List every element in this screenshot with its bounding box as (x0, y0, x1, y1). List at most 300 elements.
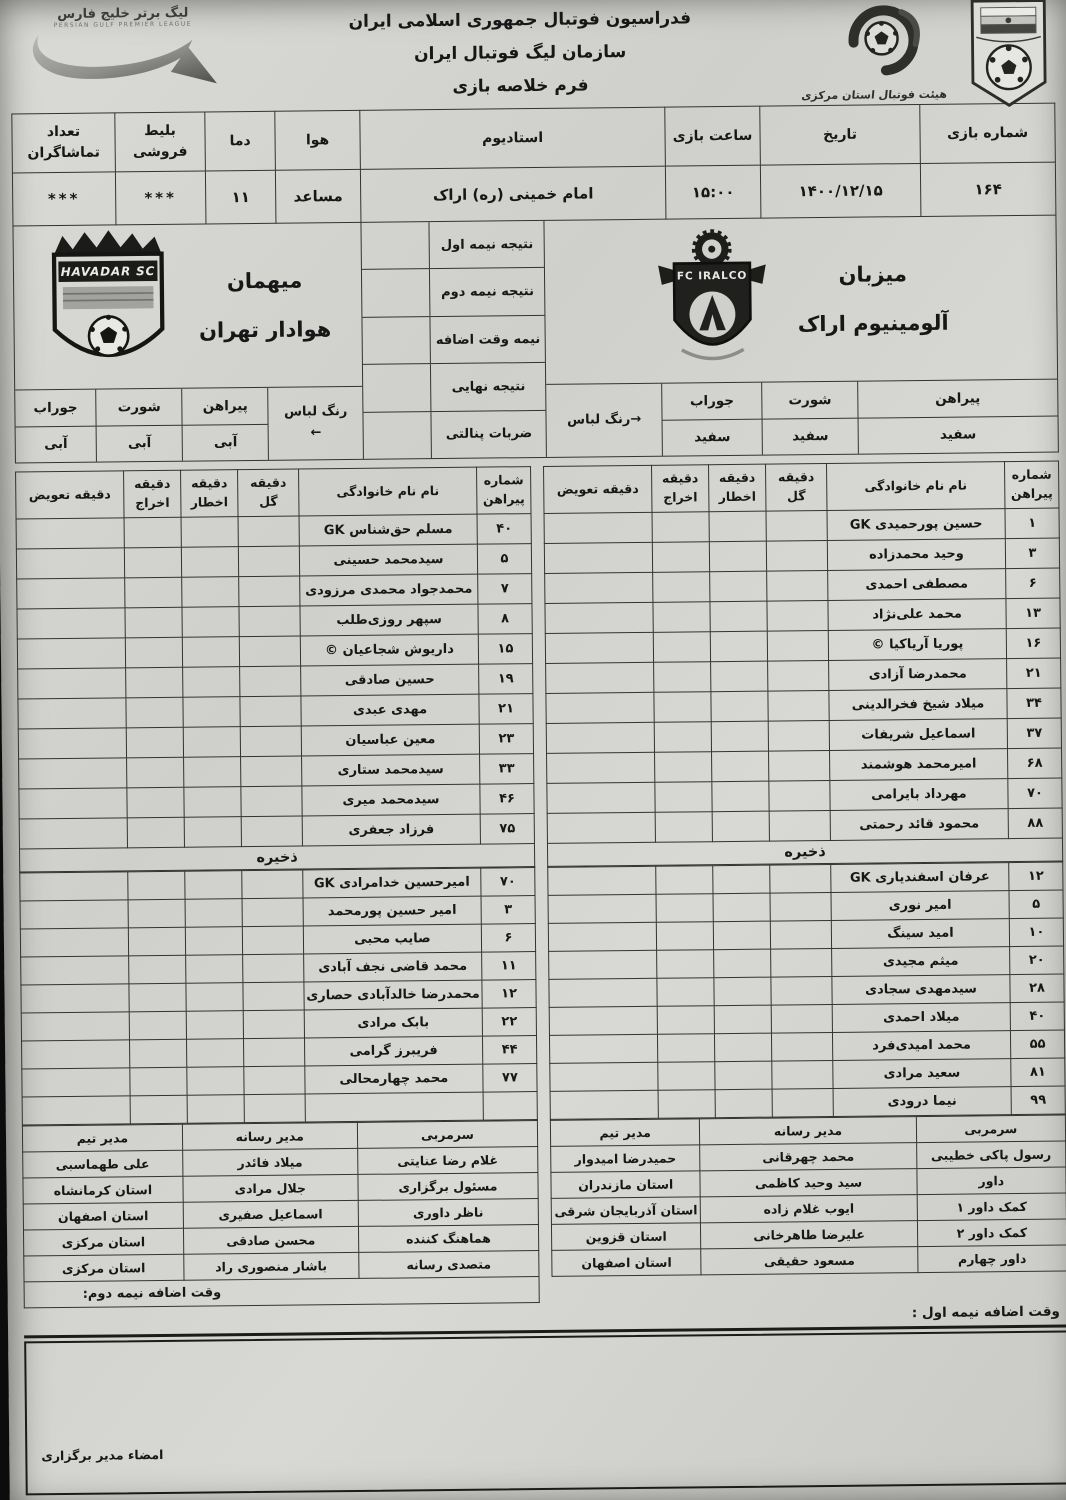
sendoff-minute-cell (657, 1034, 714, 1063)
sendoff-minute-cell (130, 1039, 187, 1068)
caution-minute-cell (184, 787, 241, 818)
result-value-cell (362, 270, 430, 317)
shirt-number-cell: ۷۵ (480, 814, 534, 845)
teams-band (12, 216, 1058, 464)
away-shorts-color: آبی (127, 435, 152, 452)
sendoff-minute-cell (129, 983, 186, 1012)
player-name-cell: نیما درودی (833, 1087, 1011, 1117)
match-number-value: ۱۶۴ (920, 162, 1056, 216)
home-team-block (545, 216, 1058, 457)
home-kit-label-text: →رنگ لباس (567, 411, 642, 428)
sendoff-minute-cell (656, 922, 713, 951)
caution-minute-cell (181, 517, 238, 548)
player-name-cell: صایب محبی (303, 924, 481, 954)
home-starters-table (543, 461, 1063, 844)
shirt-number-cell: ۷ (478, 574, 532, 605)
substitution-minute-column-header: دقیقه تعویض (16, 471, 124, 519)
sendoff-minute-cell (658, 1090, 715, 1119)
shirt-number-cell: ۱۶ (1006, 628, 1060, 659)
sendoff-minute-cell (652, 542, 709, 573)
result-row (363, 363, 546, 412)
caution-minute-cell (709, 511, 766, 542)
goal-minute-cell (771, 976, 832, 1005)
player-name-cell: محمد علی‌نژاد (828, 599, 1006, 631)
goal-minute-cell (241, 786, 302, 817)
substitution-minute-cell (17, 638, 125, 669)
away-shirt-color: آبی (213, 434, 238, 451)
shirt-number-cell: ۹۹ (1011, 1086, 1065, 1115)
home-shorts-color: سفید (792, 428, 829, 445)
substitution-minute-cell (548, 922, 656, 951)
caution-minute-cell (712, 781, 769, 812)
caution-minute-cell (709, 541, 766, 572)
goal-minute-cell (769, 780, 830, 811)
staff-role-cell: هماهنگ کننده (358, 1225, 539, 1253)
result-row (362, 221, 545, 270)
home-team-identity (545, 216, 1057, 384)
goal-minute-cell (241, 756, 302, 787)
away-starters-table (15, 466, 535, 849)
player-name-cell: میلاد شیخ فخرالدینی (829, 689, 1007, 721)
sendoff-minute-cell (124, 517, 181, 548)
sendoff-minute-cell (130, 1095, 187, 1124)
staff-role-cell: ناظر داوری (358, 1199, 539, 1227)
player-row (19, 814, 534, 849)
home-socks-color: سفید (694, 429, 731, 446)
form-header (10, 0, 1055, 112)
home-shorts-label: شورت (763, 382, 858, 419)
shirt-number-cell: ۱ (1005, 508, 1059, 539)
substitution-minute-cell (18, 728, 126, 759)
form-title: فرم خلاصه بازی (452, 75, 589, 98)
shirt-number-cell: ۶ (1006, 568, 1060, 599)
substitution-minute-cell (20, 872, 128, 901)
player-name-cell: مسلم حق‌شناس GK (299, 514, 477, 546)
staff-name-cell: ایوب غلام زاده (701, 1195, 918, 1223)
away-kit-row (15, 386, 363, 463)
player-name-cell: محمدجواد محمدی مرزودی (300, 574, 478, 606)
substitution-minute-cell (17, 608, 125, 639)
player-name-cell: وحید محمدزاده (827, 539, 1005, 571)
stadium-value: امام خمینی (ره) اراک (360, 166, 666, 222)
goal-minute-cell (239, 636, 300, 667)
substitution-minute-cell (21, 1012, 129, 1041)
caution-minute-cell (714, 1033, 771, 1062)
home-shirt-color: سفید (939, 426, 977, 444)
substitution-minute-cell (548, 866, 656, 895)
temperature-header: دما (205, 111, 276, 171)
staff-role-cell: مسئول برگزاری (358, 1173, 539, 1201)
shirt-number-cell: ۸ (478, 604, 532, 635)
player-name-cell: محمد امیدی‌فرد (832, 1031, 1010, 1061)
substitution-minute-cell (544, 512, 652, 543)
substitution-minute-cell (20, 900, 128, 929)
away-reserves-table (19, 867, 538, 1125)
home-team-name: آلومینیوم اراک (797, 310, 949, 336)
shirt-number-cell: ۱۱ (482, 952, 536, 981)
match-number-header: شماره بازی (920, 103, 1056, 163)
extra-time-first-half-label: وقت اضافه نیمه اول : (24, 1300, 1066, 1339)
results-column (361, 221, 548, 459)
away-roster-side (15, 466, 540, 1308)
player-name-cell: سیدمحمد ستاری (302, 754, 480, 786)
caution-minute-cell (714, 1005, 771, 1034)
shirt-number-cell: ۸۱ (1011, 1058, 1065, 1087)
substitution-minute-cell (22, 1096, 130, 1125)
shirt-number-cell: ۳۳ (480, 754, 534, 785)
player-name-cell: فریبرز گرامی (304, 1036, 482, 1066)
goal-minute-cell (768, 690, 829, 721)
staff-name-cell: میلاد فائدر (182, 1148, 357, 1176)
temperature-value: ۱۱ (205, 170, 276, 224)
home-roster-side (543, 461, 1066, 1277)
goal-minute-cell (242, 926, 303, 955)
substitution-minute-cell (550, 1062, 658, 1091)
rosters-section (15, 461, 1066, 1309)
player-name-cell: محمد چهارمحالی (305, 1064, 483, 1094)
caution-minute-cell (184, 817, 241, 848)
result-label: نتیجه نیمه اول (429, 221, 545, 269)
substitution-minute-cell (22, 1040, 130, 1069)
team-manager-column-header: مدیر تیم (550, 1119, 700, 1147)
sendoff-minute-column-header: دقیقه اخراج (652, 465, 709, 513)
caution-minute-cell (711, 721, 768, 752)
header-logos-right (800, 0, 1055, 111)
caution-minute-cell (182, 637, 239, 668)
away-crest-text: HAVADAR SC (61, 263, 156, 279)
player-name-cell: عرفان اسفندیاری GK (831, 863, 1009, 893)
player-name-cell: بابک مرادی (304, 1008, 482, 1038)
player-name-cell: سیدمهدی سجادی (832, 975, 1010, 1005)
shirt-number-cell: ۲۰ (1010, 946, 1064, 975)
sendoff-minute-cell (127, 757, 184, 788)
goal-minute-cell (767, 600, 828, 631)
sendoff-minute-cell (653, 632, 710, 663)
sendoff-minute-cell (657, 1006, 714, 1035)
away-crest-icon (44, 227, 174, 386)
away-team-names (198, 256, 331, 354)
sendoff-minute-cell (125, 607, 182, 638)
player-name-cell: امیر نوری (831, 891, 1009, 921)
staff-name-cell: جلال مرادی (183, 1174, 358, 1202)
goal-minute-cell (771, 1032, 832, 1061)
away-kit-arrow: ← (310, 425, 322, 441)
league-logo (10, 3, 236, 99)
result-row (362, 268, 545, 317)
weather-header: هوا (275, 110, 361, 170)
shirt-number-cell: ۳ (1005, 538, 1059, 569)
shirt-number-cell: ۴۰ (1010, 1002, 1064, 1031)
organizer-signature-label: امضاء مدیر برگزاری (41, 1446, 164, 1464)
caution-minute-cell (710, 571, 767, 602)
goal-minute-cell (767, 630, 828, 661)
tickets-sold-value: *** (115, 171, 206, 225)
sendoff-minute-cell (654, 722, 711, 753)
shirt-number-column-header: شماره پیراهن (1004, 461, 1058, 509)
goal-minute-cell (242, 870, 303, 899)
substitution-minute-cell (546, 662, 654, 693)
goal-minute-cell (243, 1010, 304, 1039)
goal-minute-column-header: دقیقه گل (766, 463, 827, 511)
staff-name-cell: باشار منصوری راد (183, 1252, 358, 1280)
goal-minute-cell (769, 810, 830, 841)
result-value-cell (362, 222, 430, 269)
goal-minute-cell (241, 816, 302, 847)
caution-minute-cell (713, 893, 770, 922)
away-reserve-band: ذخیره (19, 844, 535, 872)
result-label: نتیجه نیمه دوم (429, 268, 545, 316)
staff-extra-cell: علی طهماسبی (23, 1150, 183, 1178)
goal-minute-cell (770, 920, 831, 949)
shirt-number-column-header: شماره پیراهن (477, 467, 531, 515)
sendoff-minute-cell (124, 547, 181, 578)
sendoff-minute-cell (657, 978, 714, 1007)
sendoff-minute-cell (658, 1062, 715, 1091)
player-name-column-header: نام نام خانوادگی (299, 467, 477, 516)
result-label: ضربات پنالتی (431, 411, 547, 459)
substitution-minute-cell (547, 782, 655, 813)
substitution-minute-cell (17, 578, 125, 609)
sendoff-minute-cell (654, 662, 711, 693)
caution-minute-cell (713, 921, 770, 950)
caution-minute-cell (182, 607, 239, 638)
shirt-number-cell: ۱۳ (1006, 598, 1060, 629)
goal-minute-cell (242, 898, 303, 927)
shirt-number-cell: ۶۸ (1008, 748, 1062, 779)
staff-extra-cell: استان اصفهان (23, 1202, 183, 1230)
goal-minute-cell (770, 892, 831, 921)
substitution-minute-cell (19, 788, 127, 819)
head-coach-column-header: سرمربی (916, 1115, 1066, 1143)
caution-minute-cell (185, 871, 242, 900)
away-kit-color-label (268, 387, 363, 460)
sendoff-minute-cell (125, 577, 182, 608)
federation-title: فدراسیون فوتبال جمهوری اسلامی ایران (348, 8, 692, 32)
substitution-minute-cell (545, 572, 653, 603)
league-logo-title: لیگ برتر خلیج فارس (57, 5, 189, 23)
player-name-cell: سپهر روزی‌طلب (300, 604, 478, 636)
staff-extra-cell: حمیدرضا امیدوار (551, 1145, 701, 1173)
substitution-minute-cell (549, 978, 657, 1007)
substitution-minute-cell (16, 548, 124, 579)
away-shirt-label: پیراهن (183, 388, 268, 425)
caution-minute-cell (183, 727, 240, 758)
weather-value: مساعد (275, 169, 361, 223)
goal-minute-cell (240, 696, 301, 727)
sendoff-minute-cell (128, 871, 185, 900)
caution-minute-cell (187, 1067, 244, 1096)
caution-minute-cell (182, 577, 239, 608)
federation-logo-icon (962, 0, 1055, 110)
head-coach-column-header: سرمربی (357, 1121, 538, 1149)
shirt-number-cell: ۸۸ (1008, 808, 1062, 839)
goal-minute-cell (239, 606, 300, 637)
away-officials-table (22, 1120, 540, 1282)
caution-minute-cell (715, 1061, 772, 1090)
player-name-cell: امیر حسین پورمحمد (303, 896, 481, 926)
substitution-minute-cell (546, 692, 654, 723)
shirt-number-cell: ۵ (477, 544, 531, 575)
substitution-minute-cell (22, 1068, 130, 1097)
kickoff-time-header: ساعت بازی (665, 106, 761, 166)
player-name-cell: حسین صادقی (301, 664, 479, 696)
result-row (363, 316, 546, 365)
player-name-cell: مهدی عبدی (301, 694, 479, 726)
shirt-number-cell: ۲۱ (1007, 658, 1061, 689)
substitution-minute-cell (548, 894, 656, 923)
player-name-cell: سیدمحمد میری (302, 784, 480, 816)
substitution-minute-cell (545, 602, 653, 633)
player-name-cell: حسین پورحمیدی GK (827, 509, 1005, 541)
sendoff-minute-cell (653, 602, 710, 633)
goal-minute-cell (238, 546, 299, 577)
sendoff-minute-cell (653, 572, 710, 603)
league-logo-subtitle: PERSIAN GULF PREMIER LEAGUE (53, 20, 193, 30)
player-name-cell: میثم مجیدی (832, 947, 1010, 977)
sendoff-minute-cell (655, 812, 712, 843)
goal-minute-cell (767, 570, 828, 601)
home-kit-shirt (857, 380, 1058, 454)
goal-minute-cell (240, 726, 301, 757)
goal-minute-cell (770, 864, 831, 893)
player-name-cell: معین عباسیان (301, 724, 479, 756)
result-label: نیمه وقت اضافه (430, 316, 546, 364)
caution-minute-cell (712, 811, 769, 842)
shirt-number-cell: ۷۷ (483, 1064, 537, 1093)
sendoff-minute-cell (654, 692, 711, 723)
home-shirt-label: پیراهن (858, 380, 1057, 419)
sendoff-minute-cell (127, 817, 184, 848)
staff-extra-cell: استان مرکزی (23, 1228, 183, 1256)
substitution-minute-cell (20, 928, 128, 957)
signature-box (24, 1331, 1066, 1496)
away-role-label: میهمان (226, 268, 303, 294)
staff-extra-cell: استان مرکزی (24, 1254, 184, 1282)
caution-minute-column-header: دقیقه اخطار (709, 464, 766, 512)
sendoff-minute-cell (656, 894, 713, 923)
caution-minute-cell (715, 1089, 772, 1118)
staff-extra-cell: استان مازندران (551, 1171, 701, 1199)
player-name-cell: محمود قائد رحمتی (830, 809, 1008, 841)
away-socks-color: آبی (44, 436, 68, 453)
shirt-number-cell: ۴۴ (482, 1036, 536, 1065)
substitution-minute-cell (550, 1090, 658, 1119)
goal-minute-column-header: دقیقه گل (238, 469, 299, 517)
result-value-cell (363, 364, 431, 411)
staff-name-cell: سید وحید کاظمی (700, 1169, 917, 1197)
player-name-cell: مهرداد بایرامی (830, 779, 1008, 811)
away-kit-label-text: رنگ لباس (283, 404, 348, 420)
league-organization-title: سازمان لیگ فوتبال ایران (414, 42, 627, 65)
shirt-number-cell: ۳ (481, 896, 535, 925)
shirt-number-cell: ۱۲ (1009, 862, 1063, 891)
substitution-minute-column-header: دقیقه تعویض (544, 465, 652, 513)
goal-minute-cell (772, 1060, 833, 1089)
player-name-cell: سیدمحمد حسینی (299, 544, 477, 576)
player-name-cell: محمد قاضی نجف آبادی (304, 952, 482, 982)
player-name-cell: اسماعیل شریفات (829, 719, 1007, 751)
caution-minute-cell (712, 751, 769, 782)
caution-minute-cell (183, 697, 240, 728)
sendoff-minute-cell (126, 697, 183, 728)
player-row (547, 808, 1062, 843)
goal-minute-cell (244, 1094, 305, 1123)
player-name-cell: فرزاد جعفری (302, 814, 480, 846)
away-kit-shorts (96, 389, 183, 462)
staff-name-cell: اسماعیل صفیری (183, 1200, 358, 1228)
sendoff-minute-cell (128, 899, 185, 928)
caution-minute-cell (710, 601, 767, 632)
result-label: نتیجه نهایی (430, 363, 546, 411)
goal-minute-cell (240, 666, 301, 697)
attendance-header: تعداد تماشاگران (12, 113, 116, 173)
caution-minute-cell (714, 977, 771, 1006)
player-name-cell: محمدرضا آزادی (829, 659, 1007, 691)
player-name-cell: داریوش شجاعیان © (300, 634, 478, 666)
home-crest-text: FC IRALCO (677, 269, 748, 282)
attendance-value: *** (12, 172, 116, 226)
province-board-name: هیئت فوتبال استان مرکزی (800, 87, 948, 103)
shirt-number-cell: ۳۷ (1007, 718, 1061, 749)
substitution-minute-cell (18, 698, 126, 729)
sendoff-minute-cell (657, 950, 714, 979)
staff-name-cell: محمد چهرقانی (700, 1143, 917, 1171)
home-officials-table (550, 1115, 1066, 1277)
goal-minute-cell (766, 510, 827, 541)
staff-role-cell: داور چهارم (917, 1245, 1066, 1273)
sendoff-minute-cell (129, 1011, 186, 1040)
shirt-number-cell: ۴۶ (480, 784, 534, 815)
away-roster-header-row (16, 467, 531, 519)
kickoff-time-value: ۱۵:۰۰ (665, 165, 761, 219)
home-socks-label: جوراب (662, 383, 762, 421)
caution-minute-column-header: دقیقه اخطار (181, 470, 238, 518)
player-name-cell: امیرمحمد هوشمند (830, 749, 1008, 781)
caution-minute-cell (713, 865, 770, 894)
player-name-column-header: نام نام خانوادگی (827, 462, 1005, 511)
league-swoosh-icon (20, 27, 236, 95)
staff-extra-cell: استان اصفهان (552, 1249, 702, 1277)
staff-role-cell: داور (917, 1167, 1066, 1195)
result-value-cell (363, 317, 431, 364)
staff-name-cell: مسعود حقیقی (701, 1247, 918, 1275)
player-name-cell: امیرحسین خدامرادی GK (303, 868, 481, 898)
goal-minute-cell (766, 540, 827, 571)
shirt-number-cell: ۲۳ (479, 724, 533, 755)
media-manager-column-header: مدیر رسانه (700, 1117, 917, 1145)
goal-minute-cell (238, 516, 299, 547)
staff-role-cell: غلام رضا عنایتی (357, 1147, 538, 1175)
substitution-minute-cell (21, 956, 129, 985)
shirt-number-cell: ۳۴ (1007, 688, 1061, 719)
staff-name-cell: علیرضا طاهرخانی (701, 1221, 918, 1249)
shirt-number-cell: ۱۲ (482, 980, 536, 1009)
stadium-header: استادیوم (360, 107, 666, 169)
caution-minute-cell (186, 1011, 243, 1040)
goal-minute-cell (243, 982, 304, 1011)
caution-minute-cell (186, 983, 243, 1012)
goal-minute-cell (243, 954, 304, 983)
substitution-minute-cell (16, 518, 124, 549)
date-value: ۱۴۰۰/۱۲/۱۵ (760, 163, 921, 218)
sendoff-minute-cell (126, 727, 183, 758)
staff-extra-cell: استان قزوین (551, 1223, 701, 1251)
shirt-number-cell (483, 1092, 537, 1121)
staff-name-cell: محسن صادقی (183, 1226, 358, 1254)
player-name-cell: میلاد احمدی (832, 1003, 1010, 1033)
goal-minute-cell (771, 1004, 832, 1033)
home-roster-header-row (544, 461, 1059, 513)
